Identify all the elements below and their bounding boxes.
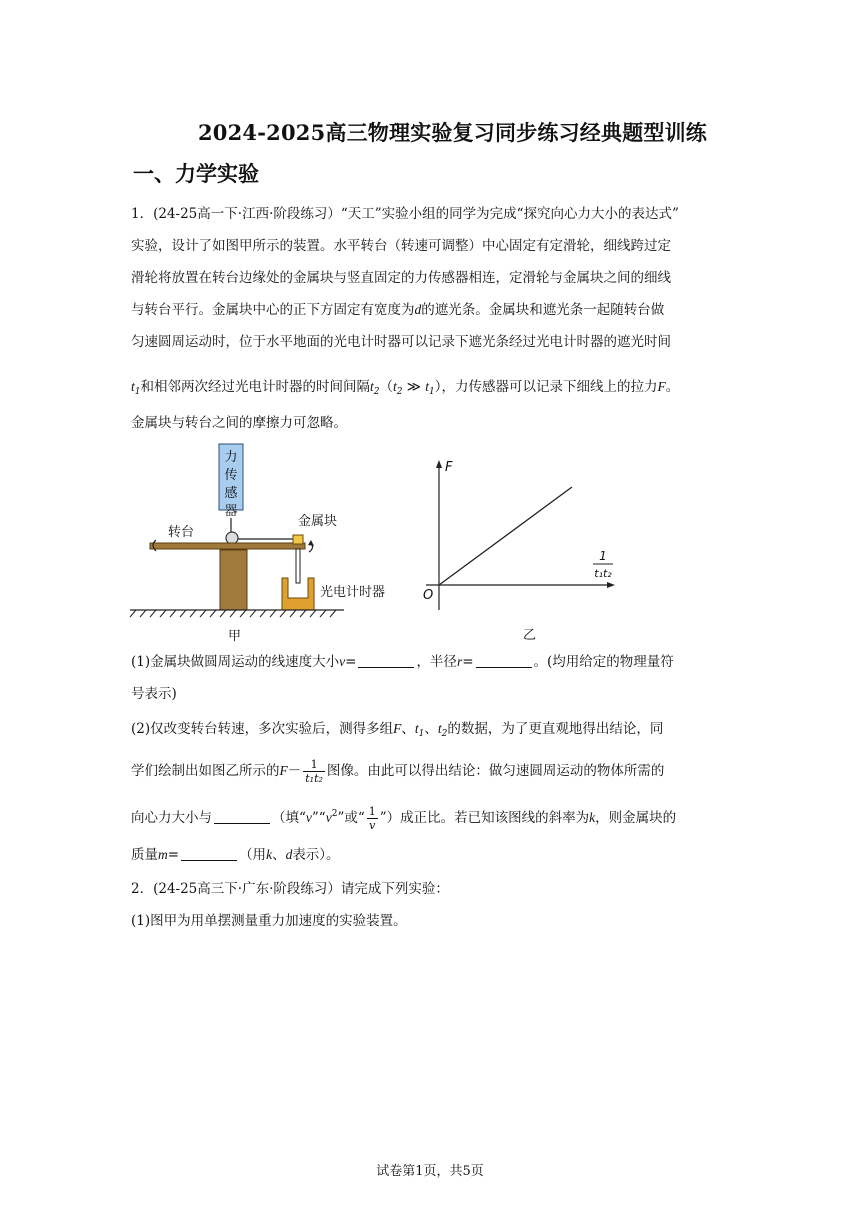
answer-blank-proportional[interactable] [214, 811, 270, 824]
arrowhead [308, 540, 314, 546]
var-t1: t [414, 721, 419, 736]
text-segment: ，半径 [416, 654, 457, 670]
fraction-numerator: 1 [310, 758, 318, 771]
x-axis-arrow-icon [607, 582, 615, 588]
text-segment: 。(均用给定的物理量符 [533, 654, 674, 670]
y-axis-arrow-icon [436, 460, 442, 468]
question-1-line-7: 金属块与转台之间的摩擦力可忽略。 [131, 415, 347, 431]
var-F: F [657, 379, 666, 394]
answer-blank-mass[interactable] [181, 848, 237, 861]
text-segment: = [345, 654, 357, 670]
sensor-label-char-2: 传 [224, 468, 238, 483]
pulley-icon [226, 532, 238, 544]
fraction-denominator: v [367, 818, 378, 832]
text-segment: = [167, 847, 180, 863]
subquestion-2-line-3 [131, 805, 676, 832]
label-turntable: 转台 [168, 525, 195, 540]
subscript: 2 [373, 387, 380, 397]
origin-label: O [423, 588, 434, 603]
fraction-1-over-v [367, 805, 378, 832]
question-2-line-2: (1)图甲为用单摆测量重力加速度的实验装置。 [131, 913, 407, 929]
text-segment: 质量 [131, 847, 158, 863]
text-segment: 、 [401, 721, 415, 737]
superscript: 2 [331, 809, 338, 819]
var-t1: t [131, 379, 135, 394]
text-segment: 与转台平行。金属块中心的正下方固定有宽度为 [131, 302, 415, 318]
text-segment: 的遮光条。金属块和遮光条一起随转台做 [421, 302, 665, 318]
question-1-line-4 [131, 301, 664, 319]
caption-b: 乙 [523, 628, 537, 643]
fraction-numerator: 1 [368, 805, 376, 818]
answer-blank-r[interactable] [476, 655, 532, 668]
figure-graph [418, 455, 618, 645]
text-segment: ），力传感器可以记录下细线上的拉力 [434, 379, 658, 395]
document-title: 2024-2025高三物理实验复习同步练习经典题型训练 [198, 120, 708, 145]
text-segment: ，则金属块的 [595, 810, 677, 826]
var-r: r [456, 654, 463, 669]
text-segment: 和相邻两次经过光电计时器的时间间隔 [140, 379, 370, 395]
text-segment: （用 [239, 847, 267, 863]
subscript: 1 [428, 387, 435, 397]
text-segment: 、 [272, 847, 286, 863]
var-t1: t [425, 379, 429, 394]
subscript: 2 [396, 387, 403, 397]
subquestion-2-line-2 [131, 758, 664, 785]
question-1-line-6 [131, 378, 679, 401]
var-k: k [589, 810, 596, 825]
section-heading: 一、力学实验 [133, 162, 259, 186]
x-axis-label-denominator: t₁t₂ [594, 567, 612, 580]
subquestion-2-line-4 [131, 846, 340, 864]
question-2-line-1: 2．(24-25高三下·广东·阶段练习）请完成下列实验： [131, 881, 449, 897]
text-segment: 的数据，为了更直观地得出结论，同 [447, 721, 664, 737]
figure-apparatus [128, 440, 408, 645]
much-greater-symbol: ≫ [402, 379, 426, 395]
text-segment: ”）成正比。若已知该图线的斜率为 [379, 810, 590, 826]
var-t2: t [393, 379, 397, 394]
var-v: v [325, 810, 332, 825]
var-v: v [305, 810, 312, 825]
text-segment: 图像。由此可以得出结论：做匀速圆周运动的物体所需的 [326, 763, 665, 779]
fraction-denominator: t₁t₂ [305, 772, 323, 785]
var-m: m [158, 847, 168, 862]
question-1-line-3: 滑轮将放置在转台边缘处的金属块与竖直固定的力传感器相连，定滑轮与金属块之间的细线 [131, 270, 671, 286]
subscript: 1 [134, 387, 141, 397]
question-1-line-5: 匀速圆周运动时，位于水平地面的光电计时器可以记录下遮光条经过光电计时器的遮光时间 [131, 334, 671, 350]
var-F: F [393, 721, 402, 736]
caption-a: 甲 [228, 629, 242, 644]
ground-hatching [130, 610, 336, 617]
subquestion-1-line-2: 号表示) [131, 686, 177, 702]
var-F: F [279, 763, 288, 778]
text-segment: － [287, 763, 302, 779]
sensor-label-char-3: 感 [224, 486, 238, 501]
question-1-line-1: 1．(24-25高一下·江西·阶段练习）“天工”实验小组的同学为完成“探究向心力大小的表达式” [131, 206, 679, 222]
label-photogate: 光电计时器 [320, 585, 386, 600]
text-segment: 、 [424, 721, 438, 737]
text-segment: （填“ [272, 810, 306, 826]
text-segment: ”“ [311, 810, 326, 826]
x-axis-label-numerator: 1 [599, 549, 607, 563]
subquestion-2-line-1 [131, 720, 663, 743]
metal-block [293, 535, 303, 544]
var-k: k [266, 847, 273, 862]
fraction-1-over-t1t2 [303, 758, 325, 785]
turntable-column [220, 550, 247, 610]
subquestion-1-line-1 [131, 653, 674, 671]
var-t2: t [370, 379, 374, 394]
sensor-label-char-4: 器 [224, 504, 238, 519]
page-footer: 试卷第1页，共5页 [376, 1164, 484, 1179]
text-segment: 。 [665, 379, 680, 395]
text-segment: (2)仅改变转台转速，多次实验后，测得多组 [131, 721, 394, 737]
var-d: d [414, 302, 422, 317]
text-segment: 表示）。 [292, 847, 340, 863]
text-segment: 向心力大小与 [131, 810, 212, 826]
var-v: v [339, 654, 346, 669]
var-d: d [285, 847, 293, 862]
var-t2: t [437, 721, 442, 736]
answer-blank-v[interactable] [358, 655, 414, 668]
text-segment: ”或“ [337, 810, 365, 826]
turntable-plate [150, 543, 305, 549]
text-segment: = [462, 654, 474, 670]
text-segment: 学们绘制出如图乙所示的 [131, 763, 280, 779]
subscript: 2 [441, 729, 448, 739]
y-axis-label: F [445, 460, 453, 475]
question-1-line-2: 实验，设计了如图甲所示的装置。水平转台（转速可调整）中心固定有定滑轮，细线跨过定 [131, 238, 671, 254]
data-line [439, 487, 572, 585]
text-segment: (1)金属块做圆周运动的线速度大小 [131, 654, 340, 670]
subscript: 1 [418, 729, 425, 739]
shading-strip [296, 549, 300, 583]
text-segment: （ [379, 379, 393, 395]
sensor-label-char-1: 力 [224, 450, 238, 465]
label-metal-block: 金属块 [298, 514, 338, 529]
